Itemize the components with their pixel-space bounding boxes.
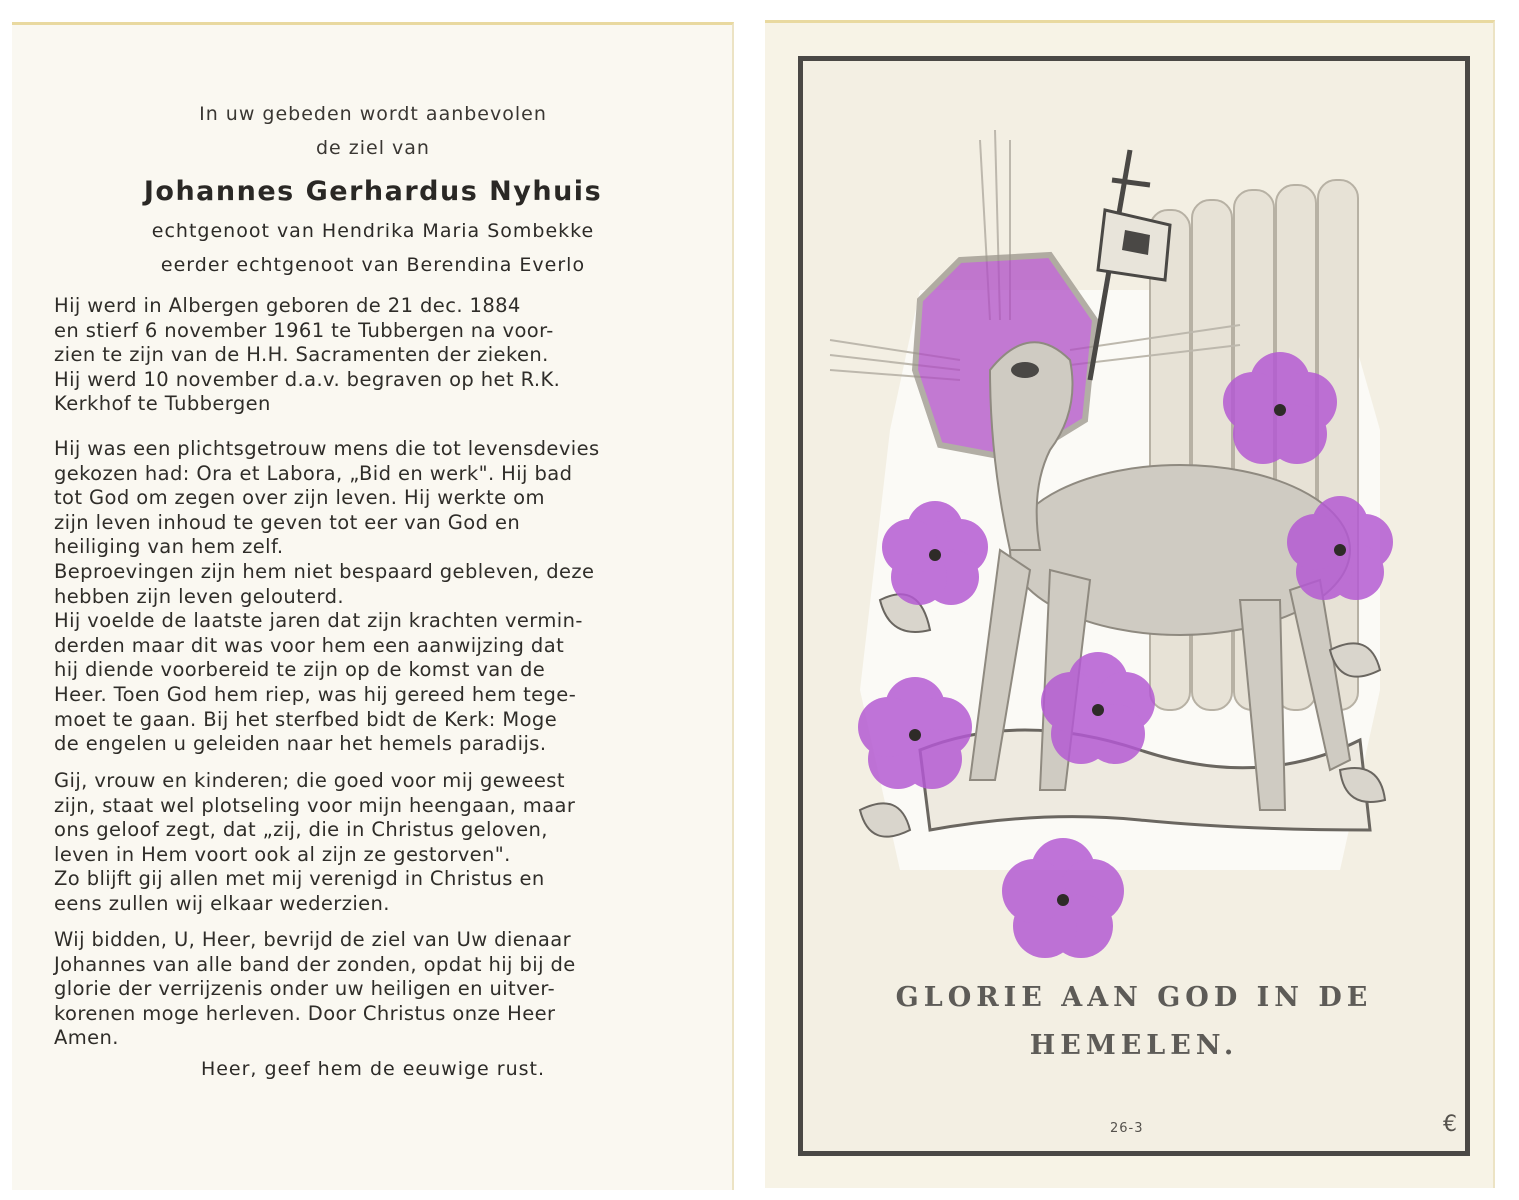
text-line: gekozen had: Ora et Labora, „Bid en werk". Hij bad — [54, 461, 573, 485]
text-line: Hij werd 10 november d.a.v. begraven op het R.K. — [54, 367, 561, 391]
text-line: ons geloof zegt, dat „zij, die in Christus geloven, — [54, 818, 548, 842]
text-line: leven in Hem voort ook al zijn ze gestorven". — [54, 842, 511, 866]
text-line: Heer. Toen God hem riep, was hij gereed hem tege- — [54, 682, 577, 706]
text-line: zijn, staat wel plotseling voor mijn heengaan, maar — [54, 793, 576, 817]
text-line: derden maar dit was voor hem een aanwijzing dat — [54, 633, 565, 657]
text-line: Gij, vrouw en kinderen; die goed voor mij geweest — [54, 769, 565, 792]
text-line: heiliging van hem zelf. — [54, 535, 284, 559]
text-line: hij diende voorbereid te zijn op de komst van de — [54, 658, 546, 682]
text-line: zien te zijn van de H.H. Sacramenten der zieken. — [54, 343, 549, 367]
motto-line-2: HEMELEN. — [1029, 1030, 1239, 1061]
text-line: Johannes van alle band der zonden, opdat hij bij de — [54, 952, 576, 976]
text-line: Wij bidden, U, Heer, bevrijd de ziel van Uw dienaar — [54, 928, 572, 951]
spouse-line-2: eerder echtgenoot van Berendina Everlo — [160, 254, 586, 276]
text-line: Hij werd in Albergen geboren de 21 dec. 1884 — [54, 294, 521, 317]
text-line: Kerkhof te Tubbergen — [54, 392, 271, 416]
text-line: hebben zijn leven gelouterd. — [54, 584, 344, 608]
deceased-name: Johannes Gerhardus Nyhuis — [143, 176, 603, 207]
text-line: Hij was een plichtsgetrouw mens die tot levensdevies — [54, 437, 600, 460]
text-line: Hij voelde de laatste jaren dat zijn krachten vermin- — [54, 609, 583, 633]
intro-line-2: de ziel van — [316, 137, 430, 159]
text-line: zijn leven inhoud te geven tot eer van God en — [54, 510, 521, 534]
text-line: korenen moge herleven. Door Christus onze Heer — [54, 1001, 556, 1025]
text-line: tot God om zegen over zijn leven. Hij werkte om — [54, 486, 545, 510]
character-paragraph — [54, 437, 666, 757]
text-line: Beproevingen zijn hem niet bespaard gebleven, deze — [54, 559, 595, 583]
text-line: eens zullen wij elkaar wederzien. — [54, 891, 390, 915]
text-line: Zo blijft gij allen met mij verenigd in Christus en — [54, 867, 545, 891]
spouse-line-1: echtgenoot van Hendrika Maria Sombekke — [151, 220, 595, 242]
text-line: moet te gaan. Bij het sterfbed bidt de Kerk: Moge — [54, 707, 558, 731]
text-line: Amen. — [54, 1026, 119, 1050]
text-line: en stierf 6 november 1961 te Tubbergen na voor- — [54, 318, 554, 342]
farewell-paragraph — [54, 769, 666, 917]
biography-paragraph — [54, 294, 666, 417]
lamb-of-god-icon — [820, 130, 1450, 970]
motto-line-1: GLORIE AAN GOD IN DE — [895, 982, 1373, 1013]
text-line: de engelen u geleiden naar het hemels paradijs. — [54, 732, 547, 756]
prayer-paragraph — [54, 928, 666, 1051]
intro-line-1: In uw gebeden wordt aanbevolen — [199, 103, 547, 125]
closing-prayer: Heer, geef hem de eeuwige rust. — [200, 1058, 546, 1080]
text-line: glorie der verrijzenis onder uw heiligen en uitver- — [54, 977, 556, 1001]
publisher-mark: € — [1443, 1112, 1457, 1137]
card-number: 26-3 — [1110, 1121, 1144, 1136]
